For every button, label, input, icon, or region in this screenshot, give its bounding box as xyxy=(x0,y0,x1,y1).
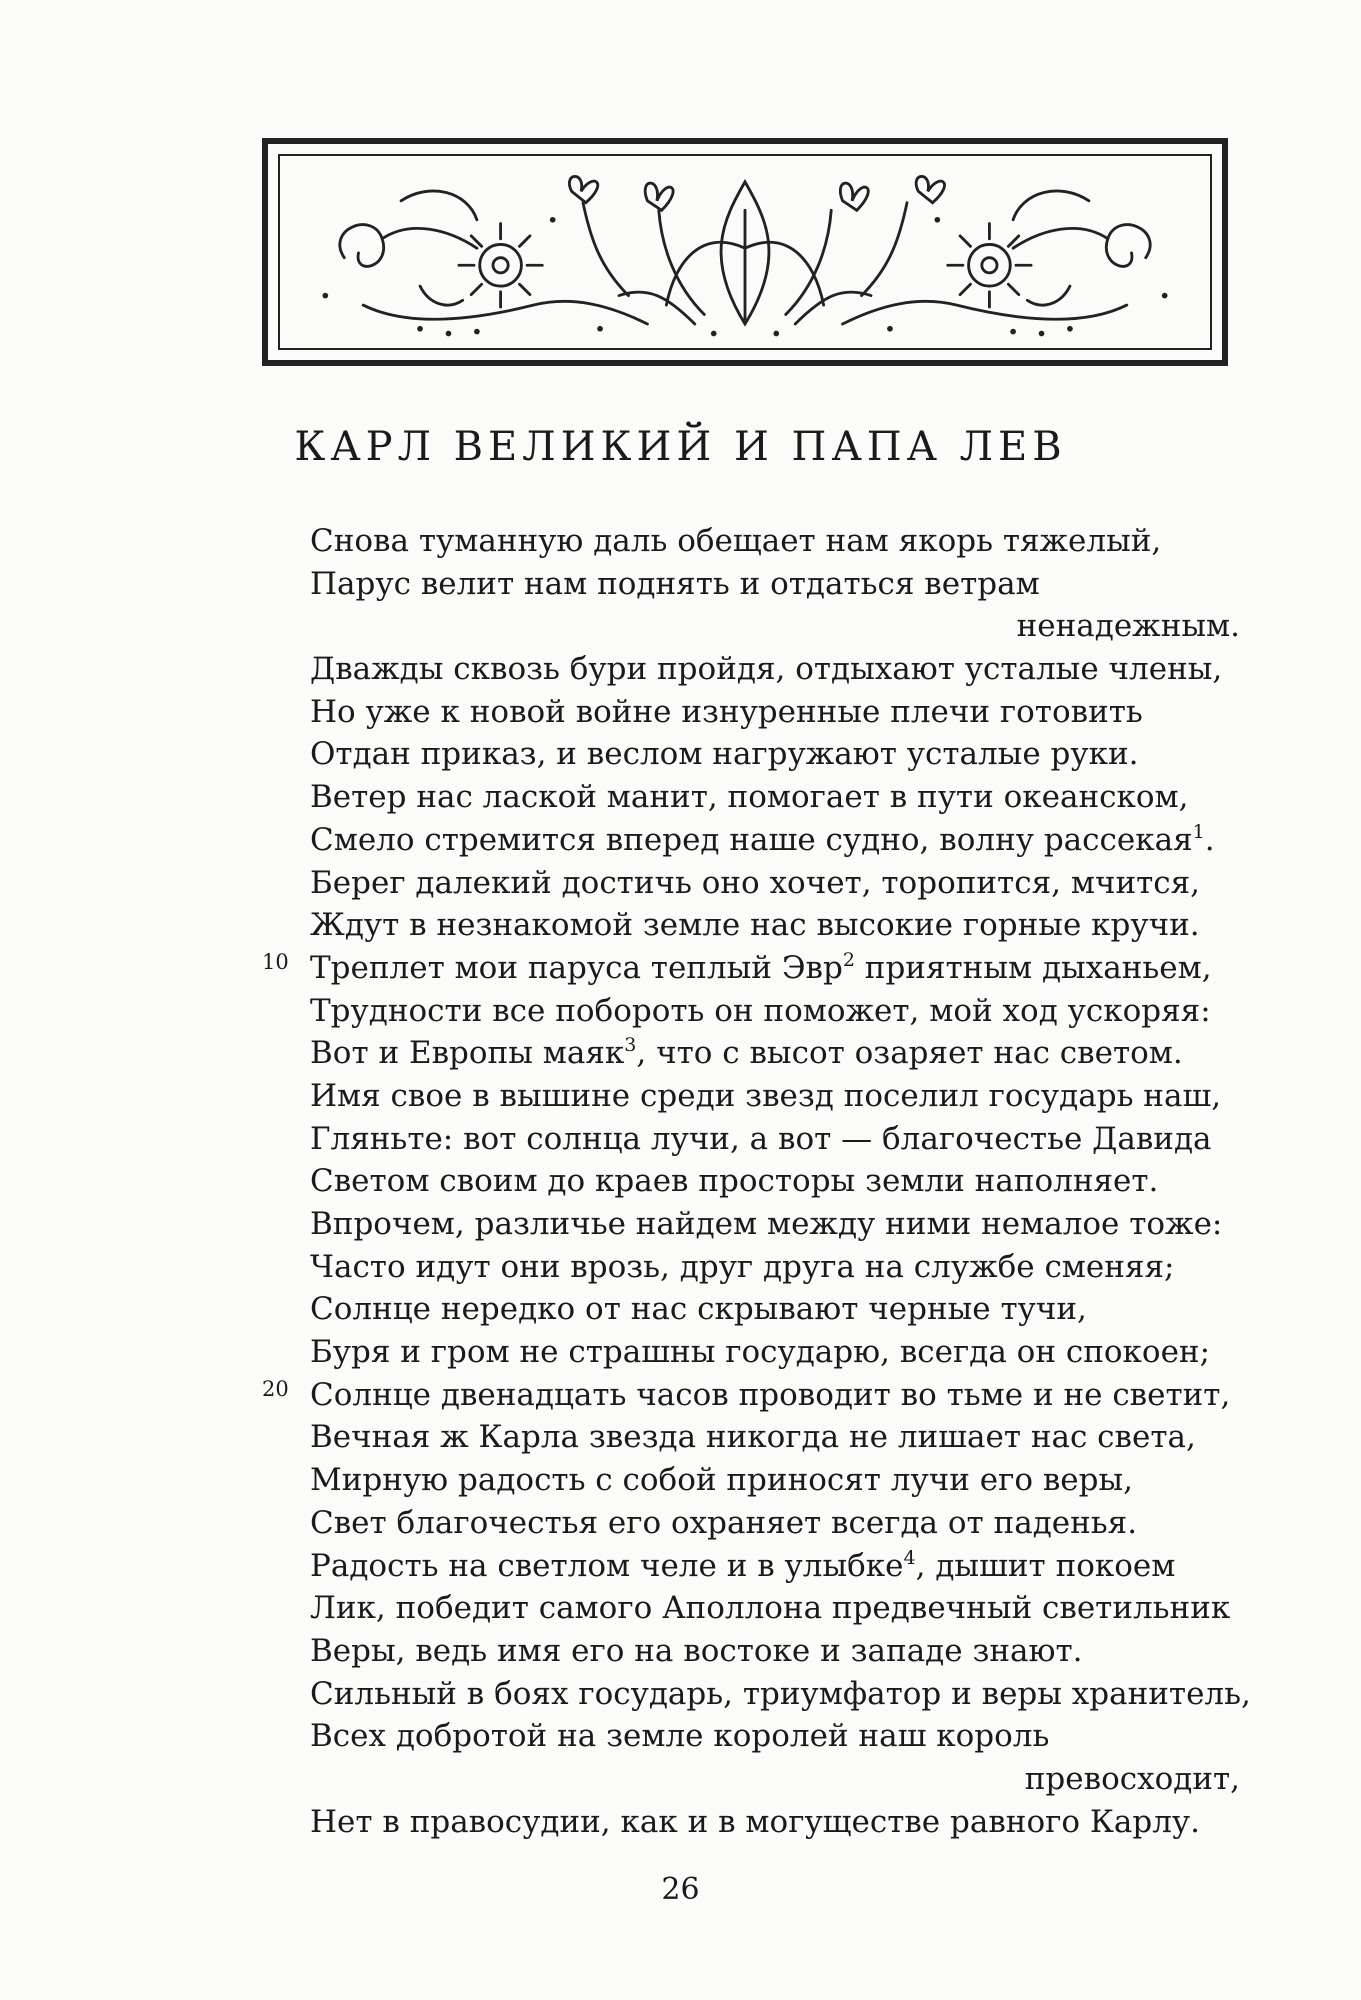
footnote-marker[interactable]: 4 xyxy=(903,1546,916,1569)
ornamental-headpiece xyxy=(262,138,1228,366)
line-text: Веры, ведь имя его на востоке и западе знают. xyxy=(310,1632,1083,1669)
poem-title: КАРЛ ВЕЛИКИЙ И ПАПА ЛЕВ xyxy=(294,424,1067,470)
poem-line xyxy=(310,733,1240,776)
poem-line xyxy=(310,862,1240,905)
line-text: Буря и гром не страшны государю, всегда он спокоен; xyxy=(310,1334,1211,1371)
line-text: Трудности все побороть он поможет, мой ход ускоряя: xyxy=(310,992,1211,1029)
poem-line-continuation xyxy=(310,1758,1240,1801)
poem-line xyxy=(310,1331,1240,1374)
line-text: Солнце нередко от нас скрывают черные тучи, xyxy=(310,1291,1087,1328)
line-text: Треплет мои паруса теплый Эвр xyxy=(310,949,843,986)
poem-body xyxy=(262,520,1251,1843)
line-text: Солнце двенадцать часов проводит во тьме и не светит, xyxy=(310,1376,1231,1413)
line-text: Но уже к новой войне изнуренные плечи готовить xyxy=(310,693,1143,730)
poem-line xyxy=(310,1502,1240,1545)
line-text: Ждут в незнакомой земле нас высокие горные кручи. xyxy=(310,907,1200,944)
poem-line xyxy=(310,1630,1240,1673)
poem-line xyxy=(310,691,1240,734)
poem-line xyxy=(310,1416,1240,1459)
line-text: Смело стремится вперед наше судно, волну рассекая xyxy=(310,821,1193,858)
line-text: Часто идут они врозь, друг друга на службе сменяя; xyxy=(310,1248,1175,1285)
poem-line xyxy=(310,1288,1240,1331)
poem-line xyxy=(310,1673,1251,1716)
poem-line xyxy=(310,904,1240,947)
poem-line xyxy=(262,1374,1240,1417)
footnote-marker[interactable]: 1 xyxy=(1192,820,1205,843)
poem-line-continuation xyxy=(310,605,1240,648)
poem-line xyxy=(310,1160,1240,1203)
footnote-marker[interactable]: 2 xyxy=(842,948,855,971)
poem-line xyxy=(310,990,1240,1033)
poem-line xyxy=(310,1246,1240,1289)
poem-line xyxy=(310,563,1240,606)
line-text: , дышит покоем xyxy=(915,1547,1176,1584)
line-text: , что с высот озаряет нас светом. xyxy=(636,1035,1183,1072)
poem-line xyxy=(310,1118,1240,1161)
floral-ornament-icon xyxy=(268,144,1222,360)
line-text: ненадежным. xyxy=(1016,608,1240,645)
line-text: Снова туманную даль обещает нам якорь тяжелый, xyxy=(310,523,1162,559)
line-text: Светом своим до краев просторы земли наполняет. xyxy=(310,1163,1159,1200)
poem-line xyxy=(310,776,1240,819)
poem-line xyxy=(310,1715,1240,1758)
poem-line xyxy=(310,1032,1240,1075)
line-number: 10 xyxy=(262,949,289,974)
line-text: Мирную радость с собой приносят лучи его веры, xyxy=(310,1462,1134,1499)
line-text: Дважды сквозь бури пройдя, отдыхают усталые члены, xyxy=(310,651,1223,688)
line-text: Сильный в боях государь, триумфатор и веры хранитель, xyxy=(310,1675,1251,1712)
line-text: Впрочем, различье найдем между ними немалое тоже: xyxy=(310,1206,1223,1242)
line-text: Лик, победит самого Аполлона предвечный светильник xyxy=(310,1590,1231,1627)
poem-line xyxy=(310,1075,1240,1118)
line-text: Отдан приказ, и веслом нагружают усталые руки. xyxy=(310,736,1139,773)
line-text: превосходит, xyxy=(1024,1760,1240,1797)
line-text: Берег далекий достичь оно хочет, торопится, мчится, xyxy=(310,864,1201,901)
line-number: 20 xyxy=(262,1376,289,1401)
poem-line xyxy=(262,947,1240,990)
line-text: Свет благочестья его охраняет всегда от паденья. xyxy=(310,1504,1138,1541)
poem-line xyxy=(310,1459,1240,1502)
poem-line xyxy=(310,1545,1240,1588)
line-text: приятным дыханьем, xyxy=(854,949,1212,986)
poem-line xyxy=(310,1587,1240,1630)
line-text: Ветер нас лаской манит, помогает в пути океанском, xyxy=(310,779,1189,816)
poem-line xyxy=(310,648,1240,691)
line-text: Парус велит нам поднять и отдаться ветрам xyxy=(310,565,1040,602)
line-text: Вечная ж Карла звезда никогда не лишает нас света, xyxy=(310,1419,1196,1456)
line-text: . xyxy=(1204,821,1215,858)
poem-line xyxy=(310,520,1240,563)
line-text: Гляньте: вот солнца лучи, а вот — благочестье Давида xyxy=(310,1120,1212,1157)
poem-line xyxy=(310,1203,1240,1246)
poem-line xyxy=(310,1801,1240,1844)
poem-line xyxy=(310,819,1240,862)
line-text: Радость на светлом челе и в улыбке xyxy=(310,1547,904,1584)
line-text: Нет в правосудии, как и в могуществе равного Карлу. xyxy=(310,1803,1200,1840)
page-number: 26 xyxy=(661,1872,700,1907)
line-text: Всех добротой на земле королей наш король xyxy=(310,1718,1050,1755)
line-text: Имя свое в вышине среди звезд поселил государь наш, xyxy=(310,1077,1222,1114)
line-text: Вот и Европы маяк xyxy=(310,1035,625,1072)
footnote-marker[interactable]: 3 xyxy=(624,1034,637,1057)
